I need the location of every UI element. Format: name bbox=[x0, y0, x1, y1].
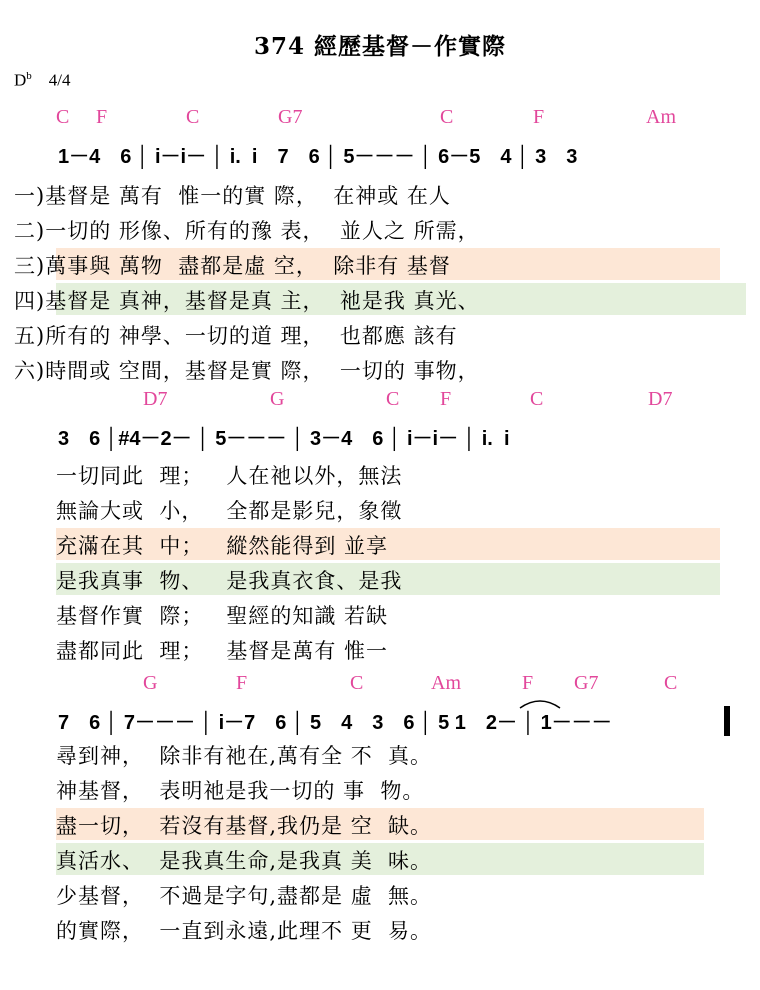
lyric: 尋到神， 除非有祂在,萬有全 不 真。 bbox=[56, 744, 433, 768]
verse-line-2-2 bbox=[0, 493, 760, 525]
lyric: 三)萬事與 萬物 盡都是虛 空， 除非有 基督 bbox=[14, 254, 451, 278]
notation-row-1 bbox=[0, 140, 760, 170]
lyric: 盡一切， 若沒有基督,我仍是 空 缺。 bbox=[56, 814, 433, 838]
verse-line-2-4 bbox=[0, 563, 760, 595]
chord-row-2 bbox=[0, 388, 760, 412]
notation-text: 7 6 │ 7－－－ │ i－7 6 │ 5 4 3 6 │ 5 1 2－ │ 1－－－ bbox=[58, 712, 612, 734]
notation-row-3 bbox=[0, 706, 760, 736]
lyric: 神基督， 表明祂是我一切的 事 物。 bbox=[56, 779, 425, 803]
notation-row-2 bbox=[0, 422, 760, 452]
chord: C bbox=[56, 106, 70, 128]
meter: 4/4 bbox=[48, 70, 71, 90]
chord-g7: G7 bbox=[278, 106, 303, 128]
hymn-title: 374 經歷基督－作實際 bbox=[253, 33, 507, 60]
verse-line-2-3 bbox=[0, 528, 760, 560]
verse-line-3-2 bbox=[0, 773, 760, 805]
chord bbox=[278, 106, 302, 129]
verse-line-3-4 bbox=[0, 843, 760, 875]
lyric: 是我真事 物、 是我真衣食、是我 bbox=[56, 569, 403, 593]
chord-row-1 bbox=[0, 106, 760, 130]
chord: Am bbox=[646, 106, 676, 128]
lyric: 真活水、 是我真生命,是我真 美 味。 bbox=[56, 849, 433, 873]
lyric: 二)一切的 形像、所有的豫 表， 並人之 所需， bbox=[14, 219, 480, 243]
chord: G bbox=[143, 672, 158, 694]
key-accidental: b bbox=[26, 70, 32, 82]
chord: D7 bbox=[648, 388, 673, 410]
chord: F bbox=[236, 672, 248, 694]
lyric: 六)時間或 空間，基督是實 際， 一切的 事物， bbox=[14, 359, 480, 383]
lyric: 的實際， 一直到永遠,此理不 更 易。 bbox=[56, 919, 433, 943]
chord: C bbox=[350, 672, 364, 694]
chord: G7 bbox=[574, 672, 599, 694]
verse-line-1-5 bbox=[0, 318, 760, 350]
verse-line-2-6 bbox=[0, 633, 760, 665]
verse-line-2-5 bbox=[0, 598, 760, 630]
chord: C bbox=[530, 388, 544, 410]
verse-line-1-1 bbox=[0, 178, 760, 210]
lyric: 基督作實 際； 聖經的知識 若缺 bbox=[56, 604, 389, 628]
chord: F bbox=[522, 672, 534, 694]
verse-line-2-1 bbox=[0, 458, 760, 490]
key-signature bbox=[14, 70, 71, 91]
chord: C bbox=[664, 672, 678, 694]
notation-text: 1－4 6 │ i－i－ │ i. i 7 6 │ 5－－－ │ 6－5 4 │ 3 3 bbox=[58, 146, 578, 168]
lyric: 一切同此 理； 人在祂以外，無法 bbox=[56, 464, 403, 488]
verse-line-1-2 bbox=[0, 213, 760, 245]
verse-line-1-3 bbox=[0, 248, 760, 280]
chord: Am bbox=[431, 672, 461, 694]
final-barline bbox=[724, 706, 730, 736]
lyric: 五)所有的 神學、一切的道 理， 也都應 該有 bbox=[14, 324, 458, 348]
lyric: 少基督， 不過是字句,盡都是 虛 無。 bbox=[56, 884, 433, 908]
lyric: 充滿在其 中； 縱然能得到 並享 bbox=[56, 534, 389, 558]
verse-line-3-3 bbox=[0, 808, 760, 840]
lyric: 盡都同此 理； 基督是萬有 惟一 bbox=[56, 639, 389, 663]
notation-text: 3 6 │#4－2－ │ 5－－－ │ 3－4 6 │ i－i－ │ i. i bbox=[58, 428, 510, 450]
chord: C bbox=[386, 388, 400, 410]
verse-line-1-4 bbox=[0, 283, 760, 315]
verse-line-3-1 bbox=[0, 738, 760, 770]
lyric: 四)基督是 真神，基督是真 主， 祂是我 真光、 bbox=[14, 289, 480, 313]
key-name: D bbox=[14, 70, 27, 90]
verse-line-3-5 bbox=[0, 878, 760, 910]
chord: F bbox=[96, 106, 108, 128]
chord-row-3 bbox=[0, 672, 760, 696]
chord: F bbox=[440, 388, 452, 410]
verse-line-1-6 bbox=[0, 353, 760, 385]
chord: D7 bbox=[143, 388, 168, 410]
chord: C bbox=[440, 106, 454, 128]
chord: C bbox=[186, 106, 200, 128]
lyric: 無論大或 小， 全都是影兒，象徵 bbox=[56, 499, 403, 523]
chord: F bbox=[533, 106, 545, 128]
verse-line-3-6 bbox=[0, 913, 760, 945]
lyric: 一)基督是 萬有 惟一的實 際， 在神或 在人 bbox=[14, 184, 451, 208]
chord: G bbox=[270, 388, 285, 410]
